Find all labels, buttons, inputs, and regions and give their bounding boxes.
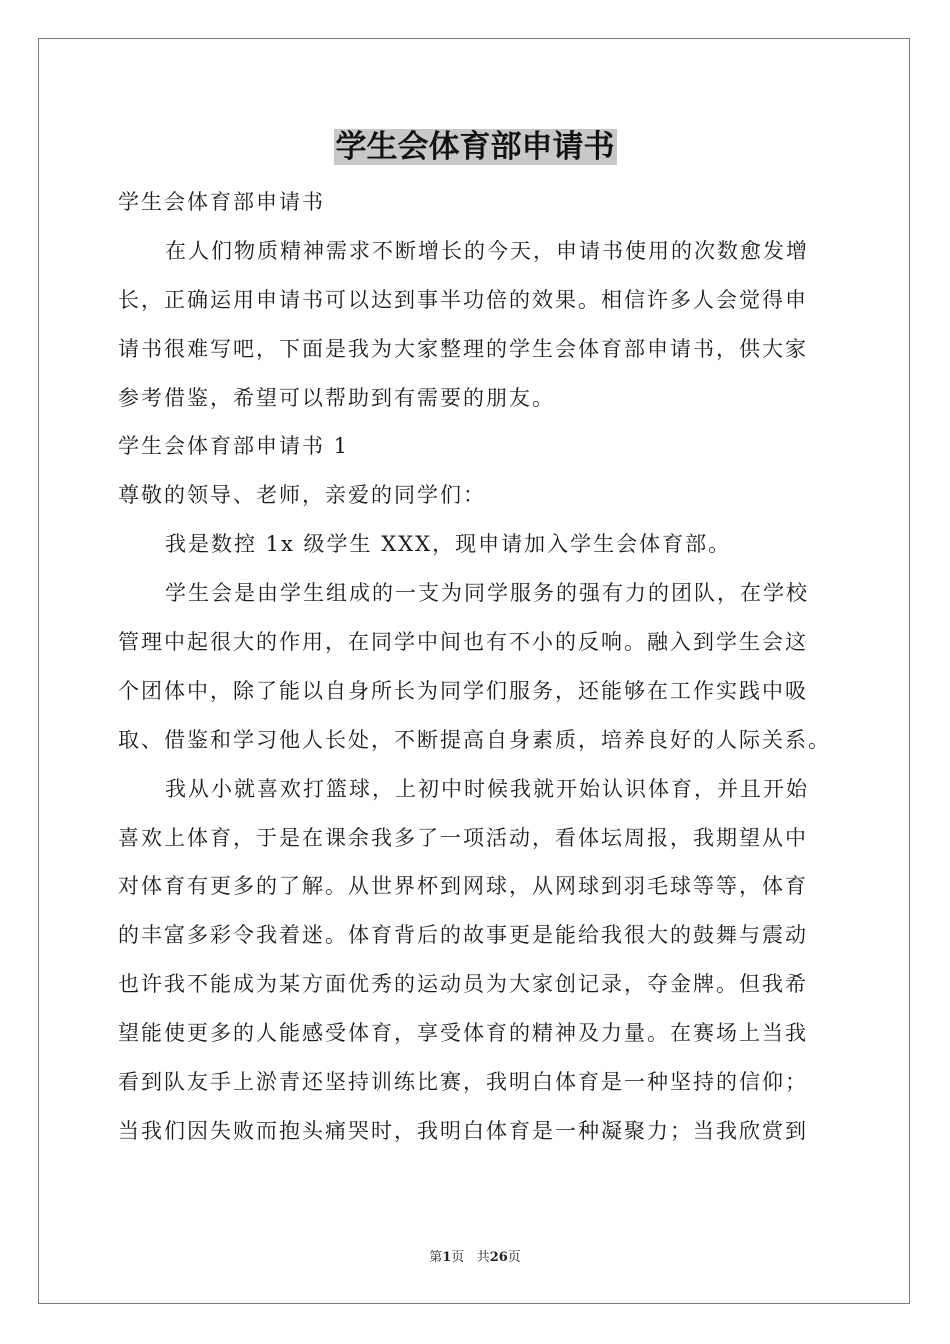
footer-page-suffix: 页: [451, 1250, 465, 1265]
text-line: 当我们因失败而抱头痛哭时，我明白体育是一种凝聚力；当我欣赏到: [118, 1118, 808, 1143]
text-line: 喜欢上体育，于是在课余我多了一项活动，看体坛周报，我期望从中: [118, 825, 808, 850]
document-body: [118, 178, 838, 1156]
text-line: 看到队友手上淤青还坚持训练比赛，我明白体育是一种坚持的信仰；: [118, 1070, 808, 1095]
text-line: 在人们物质精神需求不断增长的今天，申请书使用的次数愈发增: [165, 238, 809, 263]
footer-page-prefix: 第: [429, 1250, 443, 1265]
text-line: 学生会体育部申请书: [118, 190, 325, 214]
document-title-text: 学生会体育部申请书: [335, 129, 615, 165]
text-line: 个团体中，除了能以自身所长为同学们服务，还能够在工作实践中吸: [118, 678, 808, 703]
page-footer: [0, 1246, 950, 1265]
text-line: 对体育有更多的了解。从世界杯到网球，从网球到羽毛球等等，体育: [118, 874, 808, 899]
text-line: 学生会体育部申请书 1: [118, 434, 350, 459]
document-title: [0, 126, 950, 168]
text-line: 尊敬的领导、老师，亲爱的同学们：: [118, 483, 486, 508]
text-line: 望能使更多的人能感受体育，享受体育的精神及力量。在赛场上当我: [118, 1021, 808, 1046]
text-line: 取、借鉴和学习他人长处，不断提高自身素质，培养良好的人际关系。: [118, 727, 831, 752]
text-line: 请书很难写吧，下面是我为大家整理的学生会体育部申请书，供大家: [118, 336, 808, 361]
footer-total-suffix: 页: [507, 1250, 521, 1265]
text-line: 也许我不能成为某方面优秀的运动员为大家创记录，夺金牌。但我希: [118, 972, 808, 997]
footer-page-number: 1: [442, 1250, 452, 1265]
text-line: 管理中起很大的作用，在同学中间也有不小的反响。融入到学生会这: [118, 630, 808, 655]
text-line: 的丰富多彩令我着迷。体育背后的故事更是能给我很大的鼓舞与震动: [118, 923, 808, 948]
footer-total-prefix: 共: [476, 1250, 490, 1265]
text-line: 长，正确运用申请书可以达到事半功倍的效果。相信许多人会觉得申: [118, 287, 808, 312]
text-line: 学生会是由学生组成的一支为同学服务的强有力的团队，在学校: [165, 581, 809, 606]
text-line: 我从小就喜欢打篮球，上初中时候我就开始认识体育，并且开始: [165, 776, 809, 801]
text-line: 参考借鉴，希望可以帮助到有需要的朋友。: [118, 385, 555, 410]
text-line: 我是数控 1x 级学生 XXX，现申请加入学生会体育部。: [165, 532, 732, 557]
footer-total-pages: 26: [489, 1250, 508, 1265]
